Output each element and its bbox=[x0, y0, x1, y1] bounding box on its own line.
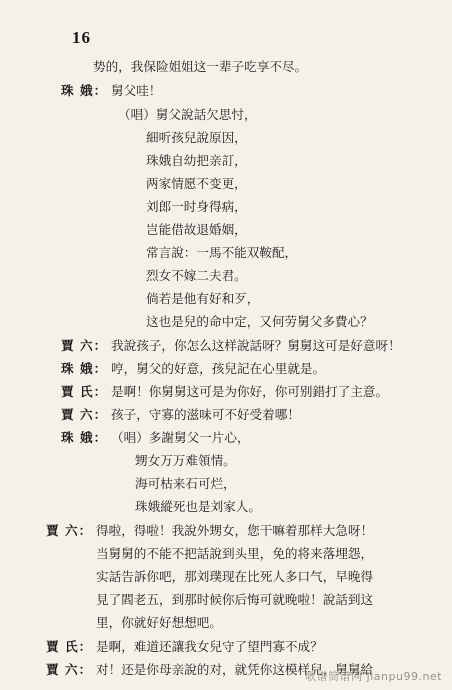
script-line: 烈女不嫁二夫君。 bbox=[146, 268, 247, 283]
script-line: 見了閻老五，到那时候你后悔可就晚啦！說話到这 bbox=[96, 592, 374, 607]
script-line: （唱）舅父說話欠思忖， bbox=[118, 107, 257, 122]
speaker-label: 賈 六： bbox=[61, 407, 108, 422]
script-line: 这也是兒的命中定，又何劳舅父多費心？ bbox=[146, 314, 373, 329]
script-line: 得啦，得啦！我說外甥女，您干嘛着那样大急呀！ bbox=[96, 523, 374, 538]
watermark: 歌谱简谱网 jianpu99.net bbox=[305, 670, 442, 683]
script-line: 細听孩兒說原因， bbox=[146, 130, 247, 145]
script-line: 倘若是他有好和歹， bbox=[146, 291, 260, 306]
script-line: 两家情愿不变更， bbox=[146, 176, 247, 191]
script-line: 常言說：一馬不能双鞍配， bbox=[146, 245, 298, 260]
page-number: 16 bbox=[72, 28, 91, 47]
script-line: 实話告訴你吧，那刘璞现在比死人多口气，早晚得 bbox=[96, 569, 374, 584]
script-line: 珠娥縱死也是刘家人。 bbox=[135, 499, 261, 514]
script-line: 珠娥自幼把亲訂， bbox=[146, 153, 247, 168]
script-line: 哼，舅父的好意，孩兒記在心里就是。 bbox=[111, 361, 326, 376]
script-line: 里，你就好好想想吧。 bbox=[96, 615, 222, 630]
script-line: 孩子，守寡的滋味可不好受着哪！ bbox=[111, 407, 300, 422]
script-line: 是啊！你舅舅这可是为你好，你可别錯打了主意。 bbox=[111, 384, 389, 399]
speaker-label: 賈 六： bbox=[61, 338, 108, 353]
script-line: 甥女万万难領情。 bbox=[135, 453, 236, 468]
script-line: 岂能借故退婚姻， bbox=[146, 222, 247, 237]
script-line: 对！还是你母亲說的对，就凭你这模样兒，舅舅給 bbox=[96, 662, 374, 677]
speaker-label: 賈 六： bbox=[46, 523, 93, 538]
script-line: 当舅舅的不能不把話說到头里，免的将来落埋怨， bbox=[96, 546, 374, 561]
script-line: 势的，我保险姐姐这一辈子吃享不尽。 bbox=[93, 59, 308, 74]
speaker-label: 珠 娥： bbox=[61, 361, 108, 376]
script-line: 舅父哇！ bbox=[111, 83, 162, 98]
speaker-label: 賈 氏： bbox=[46, 639, 93, 654]
speaker-label: 賈 氏： bbox=[61, 384, 108, 399]
script-line: 刘郎一时身得病， bbox=[146, 199, 247, 214]
script-line: 海可枯来石可烂， bbox=[135, 476, 236, 491]
speaker-label: 賈 六： bbox=[46, 662, 93, 677]
script-line: （唱）多謝舅父一片心， bbox=[111, 430, 250, 445]
speaker-label: 珠 娥： bbox=[61, 430, 108, 445]
script-line: 是啊，难道还讓我女兒守了望門寡不成？ bbox=[96, 639, 323, 654]
script-line: 我說孩子，你怎么这样說話呀？舅舅这可是好意呀！ bbox=[111, 338, 401, 353]
speaker-label: 珠 娥： bbox=[61, 83, 108, 98]
